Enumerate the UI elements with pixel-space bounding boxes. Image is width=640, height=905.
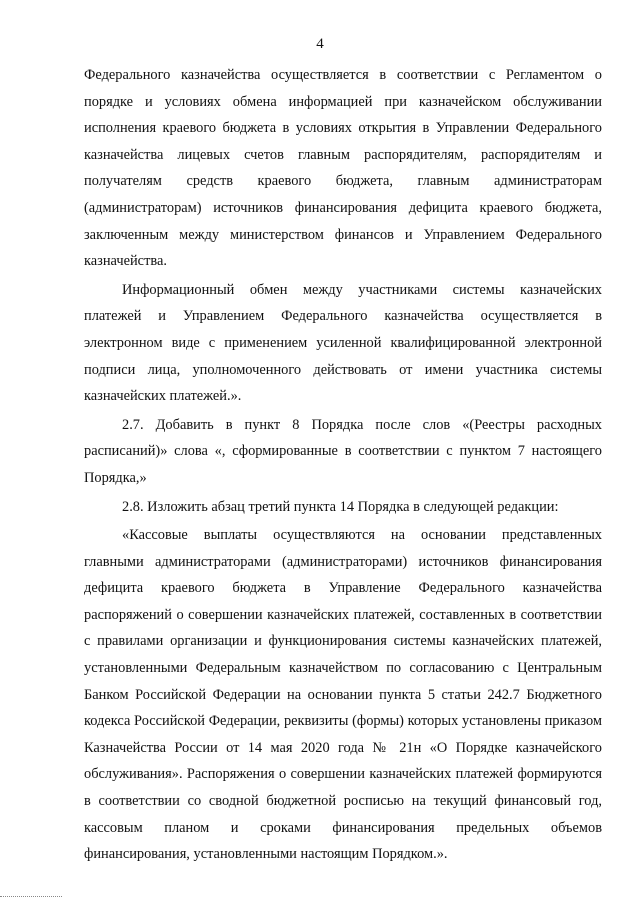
footer-dotted-rule (0, 896, 62, 897)
paragraph-item-2-7: 2.7. Добавить в пункт 8 Порядка после слов «(Реестры расходных расписаний)» слова «, сформированные в соответствии с пунктом 7 настоящего Порядка,» (84, 416, 602, 486)
paragraph-item-2-8: 2.8. Изложить абзац третий пункта 14 Порядка в следующей редакции: (122, 498, 559, 515)
paragraph-cash-payments: «Кассовые выплаты осуществляются на основании представленных главными администраторами (администраторами) источников финансирования дефицита краевого бюджета в Управление Федерального казначейства распоряжений о совершении казначейских платежей, составленных в соответствии с правилами организации и функционирования системы казначейских платежей, установленными Федеральным казначейством по согласованию с Центральным Банком Российской Федерации на основании пункта 5 статьи 242.7 Бюджетного кодекса Российской Федерации, реквизиты (формы) которых установлены приказом Казначейства России от 14 мая 2020 года № 21н «О Порядке казначейского обслуживания». Распоряжения о совершении казначейских платежей формируются в соответствии со сводной бюджетной росписью на текущий финансовый год, кассовым планом и сроками финансирования предельных объемов финансирования, установленными настоящим Порядком.». (84, 527, 602, 863)
paragraph-information-exchange: Информационный обмен между участниками системы казначейских платежей и Управлением Федерального казначейства осуществляется в электронном виде с применением усиленной квалифицированной электронной подписи лица, уполномоченного действовать от имени участника системы казначейских платежей.». (84, 281, 602, 405)
document-body (84, 62, 602, 868)
paragraph-continuation: Федерального казначейства осуществляется в соответствии с Регламентом о порядке и условиях обмена информацией при казначейском обслуживании исполнения краевого бюджета в условиях открытия в Управлении Федерального казначейства лицевых счетов главным распорядителям, распорядителям и получателям средств краевого бюджета, главным администраторам (администраторам) источников финансирования дефицита краевого бюджета, заключенным между министерством финансов и Управлением Федерального казначейства. (84, 67, 602, 270)
page-number: 4 (316, 36, 324, 52)
